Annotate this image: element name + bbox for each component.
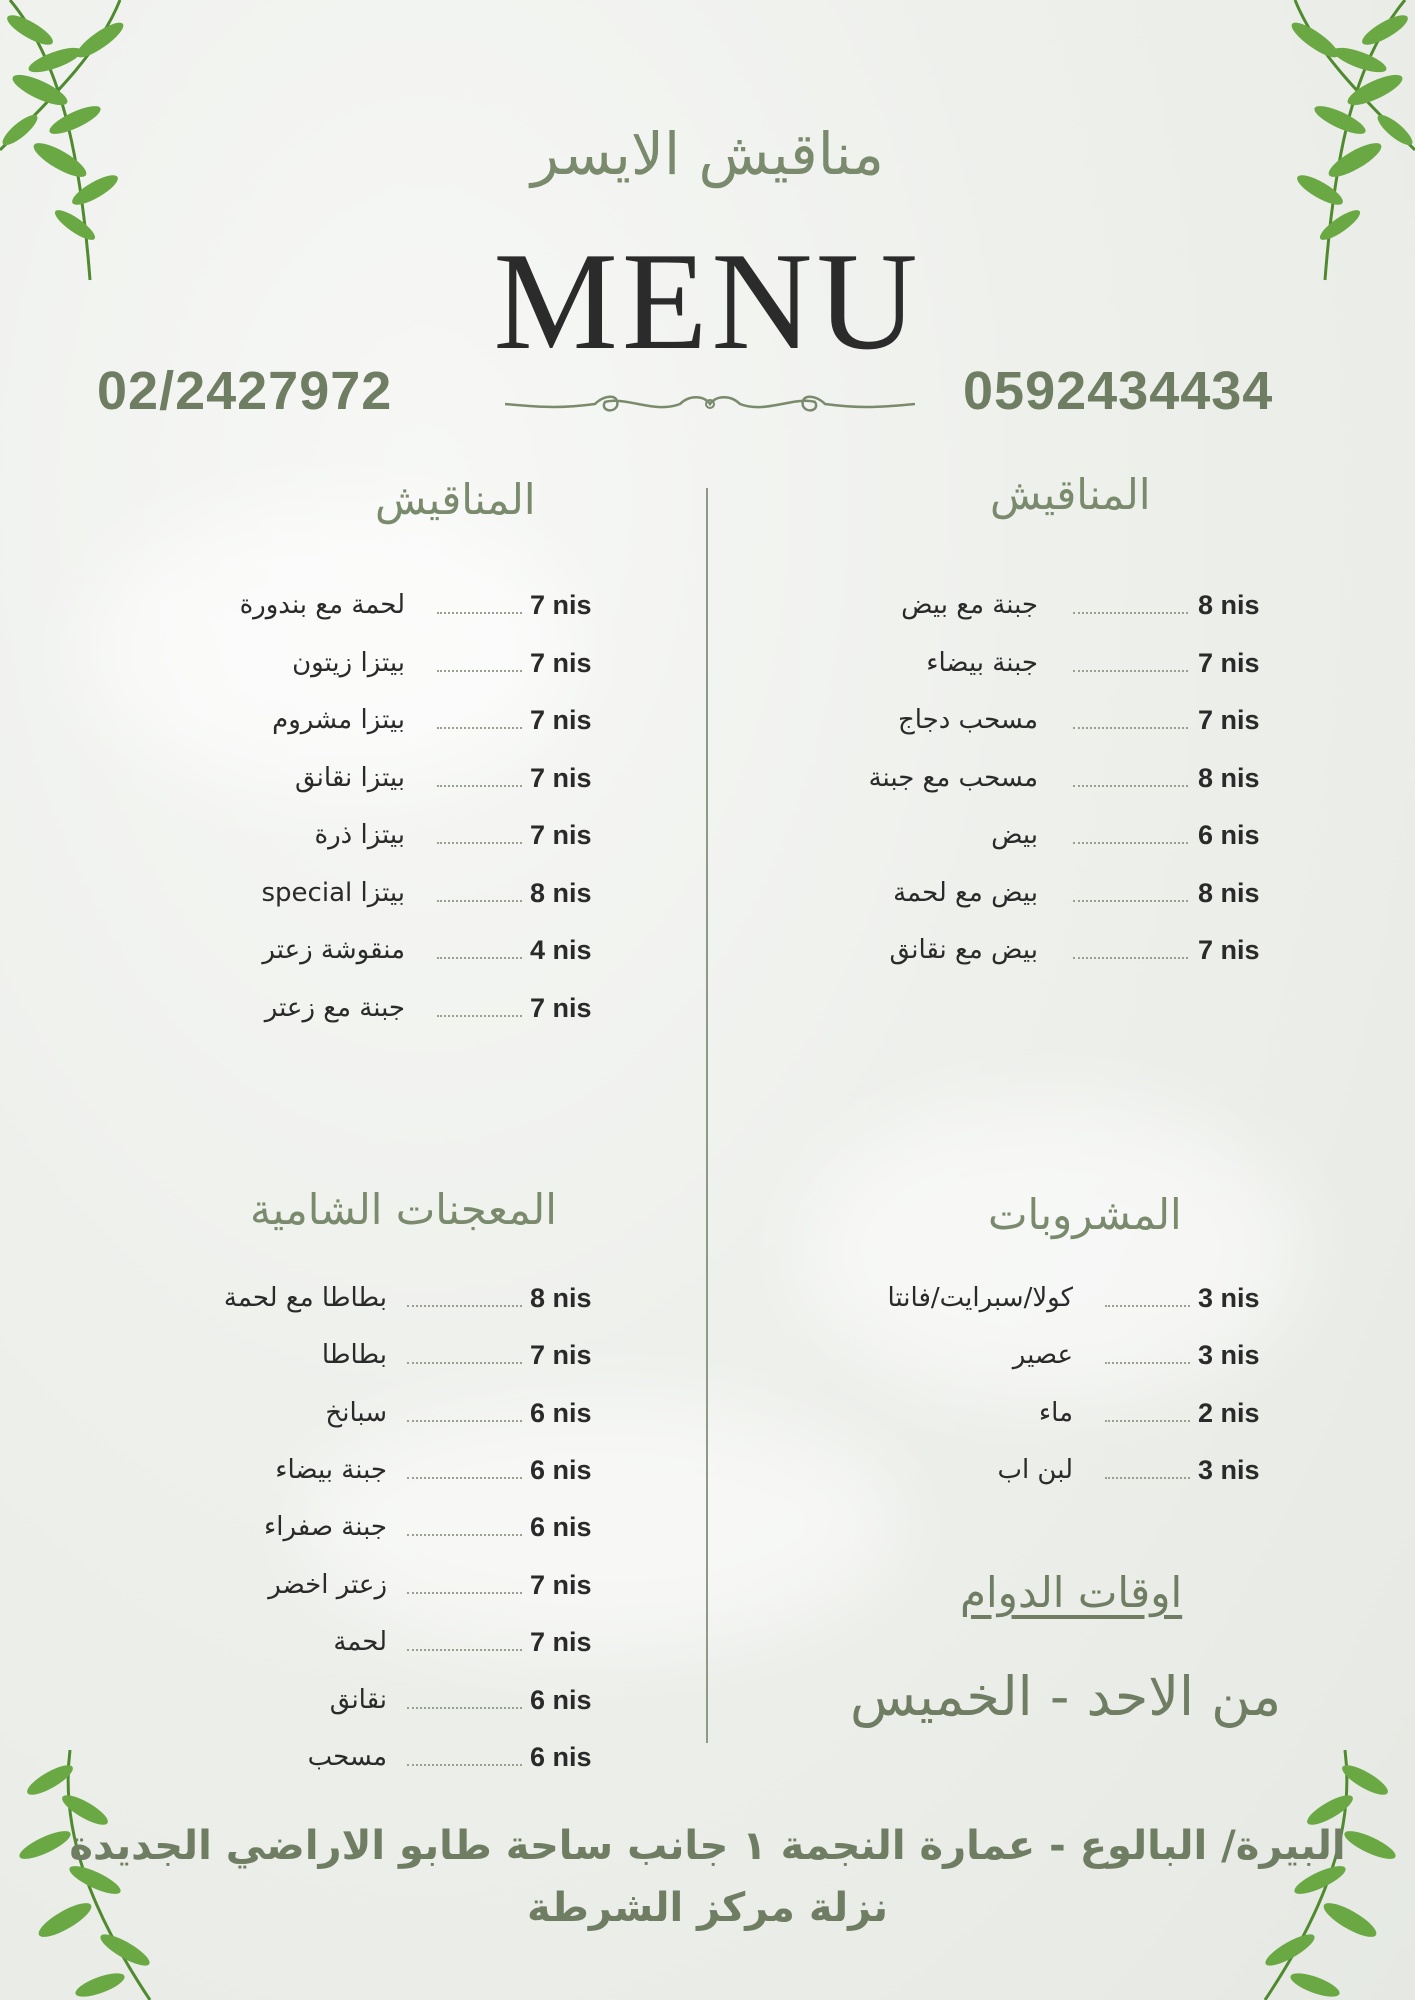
item-price: 8 nis [1198,878,1260,908]
item-name: لحمة [333,1627,387,1657]
dotted-leader [437,1015,522,1017]
dotted-leader [407,1305,522,1307]
item-price: 7 nis [1198,935,1260,965]
item-name: لبن اب [997,1455,1073,1485]
dotted-leader [437,612,522,614]
item-price: 4 nis [530,935,592,965]
item-price: 7 nis [530,1340,592,1370]
dotted-leader [1073,612,1188,614]
item-price: 8 nis [530,1283,592,1313]
item-name: بيض مع نقانق [889,935,1038,965]
item-price: 7 nis [530,1570,592,1600]
item-price: 7 nis [530,705,592,735]
dotted-leader [1105,1362,1190,1364]
item-name: سبانخ [325,1398,387,1428]
item-price: 7 nis [1198,648,1260,678]
dotted-leader [1073,785,1188,787]
dotted-leader [437,957,522,959]
item-price: 3 nis [1198,1340,1260,1370]
item-price: 7 nis [530,763,592,793]
column-divider [706,488,708,1743]
item-price: 6 nis [530,1685,592,1715]
item-name: بيتزا ذرة [314,820,405,850]
section-title-manakish-left: المناقيش [375,475,536,524]
item-name: عصير [1012,1340,1073,1370]
dotted-leader [407,1362,522,1364]
item-name: بطاطا [321,1340,387,1370]
item-name: بيتزا مشروم [272,705,405,735]
item-price: 8 nis [1198,763,1260,793]
item-name: مسحب [307,1742,387,1772]
dotted-leader [437,670,522,672]
address-line-2: نزلة مركز الشرطة [526,1885,889,1931]
dotted-leader [1073,842,1188,844]
item-name: جبنة بيضاء [275,1455,387,1485]
item-price: 7 nis [530,590,592,620]
item-name: بطاطا مع لحمة [223,1283,387,1313]
dotted-leader [407,1764,522,1766]
item-price: 3 nis [1198,1455,1260,1485]
item-name: بيض مع لحمة [893,878,1038,908]
item-name: بيتزا special [261,878,405,908]
item-price: 3 nis [1198,1283,1260,1313]
item-name: جبنة صفراء [264,1512,387,1542]
menu-title: MENU [493,224,922,379]
item-name: جبنة مع بيض [901,590,1038,620]
dotted-leader [1073,670,1188,672]
item-price: 8 nis [530,878,592,908]
dotted-leader [437,785,522,787]
hours-days: من الاحد - الخميس [850,1665,1282,1728]
hours-title: اوقات الدوام [960,1568,1183,1617]
item-name: كولا/سبرايت/فانتا [887,1283,1073,1313]
item-name: بيتزا زيتون [292,648,405,678]
dotted-leader [437,727,522,729]
item-price: 2 nis [1198,1398,1260,1428]
item-price: 6 nis [530,1512,592,1542]
dotted-leader [407,1592,522,1594]
phone-number-left: 02/2427972 [97,361,393,421]
dotted-leader [407,1477,522,1479]
section-title-shami-pastries: المعجنات الشامية [250,1185,557,1234]
item-price: 6 nis [530,1455,592,1485]
dotted-leader [1105,1420,1190,1422]
dotted-leader [407,1420,522,1422]
item-price: 6 nis [530,1398,592,1428]
item-price: 6 nis [530,1742,592,1772]
dotted-leader [407,1649,522,1651]
shop-name: مناقيش الايسر [531,120,884,188]
flourish-divider-icon [505,384,915,424]
item-price: 7 nis [530,648,592,678]
dotted-leader [1105,1305,1190,1307]
dotted-leader [1073,957,1188,959]
address-line-1: البيرة/ البالوع - عمارة النجمة ١ جانب ساحة طابو الاراضي الجديدة [69,1823,1346,1869]
item-name: بيض [991,820,1038,850]
item-price: 7 nis [530,820,592,850]
item-price: 7 nis [530,993,592,1023]
section-title-drinks: المشروبات [988,1190,1182,1239]
item-name: زعتر اخضر [268,1570,387,1600]
item-name: مسحب مع جبنة [868,763,1038,793]
item-name: جبنة بيضاء [926,648,1038,678]
item-name: ماء [1038,1398,1073,1428]
item-price: 8 nis [1198,590,1260,620]
dotted-leader [1073,727,1188,729]
item-price: 6 nis [1198,820,1260,850]
dotted-leader [437,842,522,844]
item-name: مسحب دجاج [897,705,1038,735]
dotted-leader [437,900,522,902]
item-price: 7 nis [1198,705,1260,735]
section-title-manakish-right: المناقيش [990,470,1151,519]
item-name: لحمة مع بندورة [239,590,405,620]
phone-number-right: 0592434434 [963,361,1274,421]
dotted-leader [1073,900,1188,902]
item-name: نقانق [329,1685,387,1715]
background-wash [300,1400,900,1650]
dotted-leader [407,1707,522,1709]
dotted-leader [407,1534,522,1536]
item-name: بيتزا نقانق [295,763,405,793]
address [60,1815,1355,1939]
item-price: 7 nis [530,1627,592,1657]
dotted-leader [1105,1477,1190,1479]
item-name: منقوشة زعتر [262,935,405,965]
item-name: جبنة مع زعتر [264,993,405,1023]
